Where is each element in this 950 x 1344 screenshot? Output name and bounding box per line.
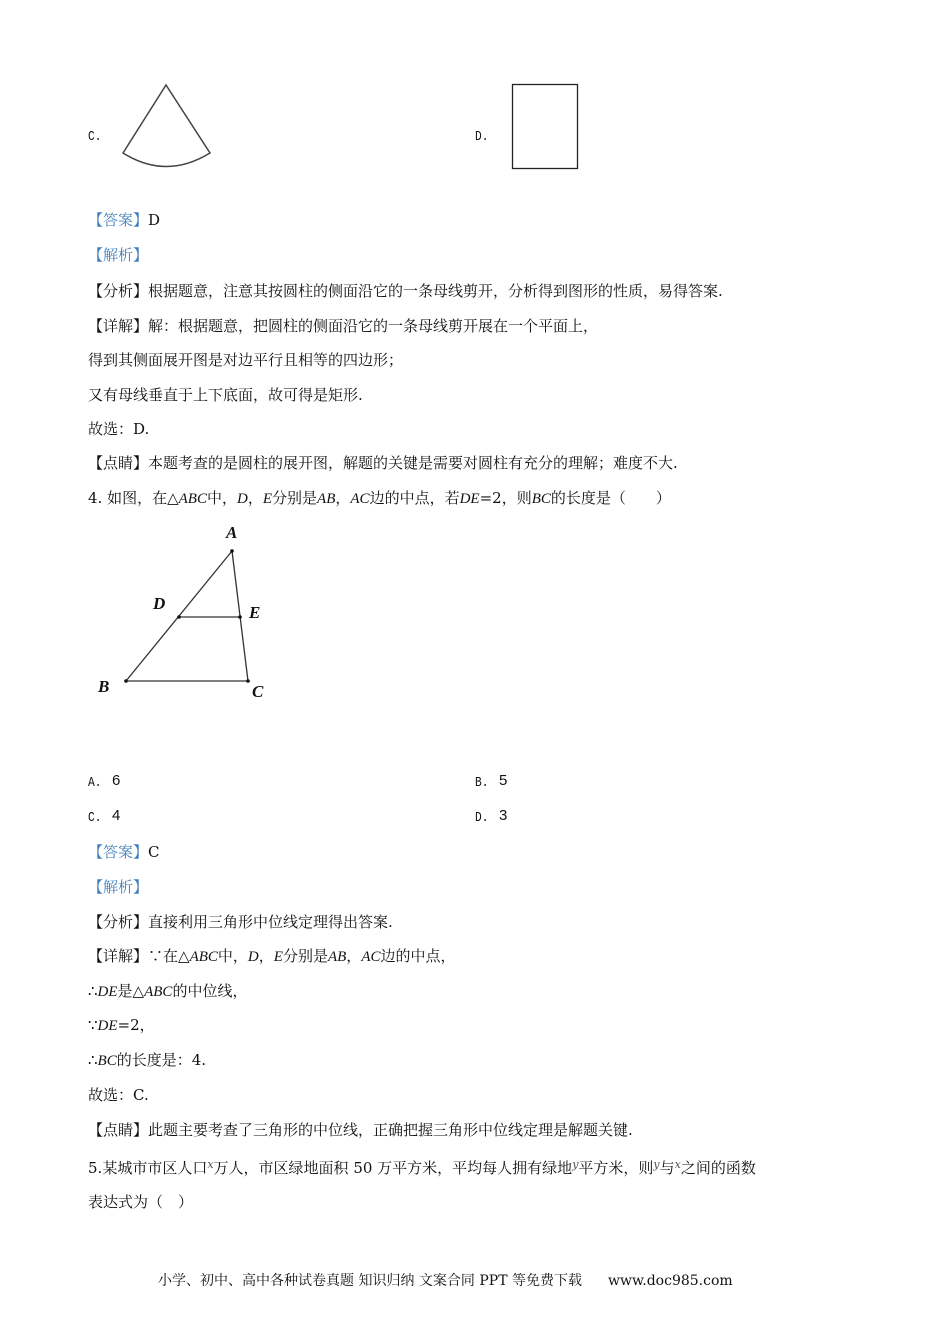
q4-option-a-label: A. (88, 775, 102, 791)
point-label-a: A (226, 523, 238, 542)
stem-text: 分别是 (272, 489, 318, 507)
text: ∵在△ (148, 947, 190, 965)
var-x: x (207, 1158, 214, 1171)
question-number: 5. (88, 1159, 103, 1177)
var: AB (327, 949, 347, 965)
xiangjie-line: 故选：D. (88, 420, 150, 438)
stem-text: 如图，在△ (107, 489, 179, 507)
stem-text: 中， (206, 489, 237, 507)
xiangjie-line: 解：根据题意，把圆柱的侧面沿它的一条母线剪开展在一个平面上， (148, 317, 599, 335)
stem-text: 边的中点，若 (369, 489, 460, 507)
dianjing-tag: 【点睛】 (88, 454, 149, 472)
var: D (247, 949, 259, 965)
dianjing-text: 本题考查的是圆柱的展开图，解题的关键是需要对圆柱有充分的理解；难度不大. (148, 454, 678, 472)
text: =2， (117, 1016, 155, 1034)
stem-var: DE (459, 491, 480, 507)
text: ， (258, 947, 274, 965)
answer-value: D (148, 211, 161, 229)
var: BC (97, 1053, 117, 1069)
q4-option-a-value: 6 (112, 772, 121, 789)
text: 分别是 (282, 947, 328, 965)
text: 的中位线， (172, 982, 248, 1000)
text: 平方米，则 (578, 1159, 654, 1177)
text: ∴ (88, 982, 98, 1000)
q4-answer (88, 842, 160, 862)
var: E (273, 949, 283, 965)
point-label-b: B (98, 677, 110, 696)
question-number: 4. (88, 489, 103, 507)
q4-xiangjie-line4 (88, 1050, 206, 1071)
q4-xiangjie-line5: 故选：C. (88, 1086, 149, 1104)
fenxi-tag: 【分析】 (88, 913, 149, 931)
stem-var: AB (317, 491, 336, 507)
q3-option-c-label: C. (88, 129, 102, 145)
text: 与 (659, 1159, 675, 1177)
stem-var: BC (531, 491, 551, 507)
text: 的长度是：4. (116, 1051, 207, 1069)
stem-var: E (262, 491, 273, 507)
answer-tag: 【答案】 (88, 211, 149, 229)
text: ∵ (88, 1016, 98, 1034)
stem-text: ， (335, 489, 351, 507)
point-label-d: D (153, 594, 166, 613)
q4-fenxi (88, 912, 393, 932)
var: DE (97, 1018, 118, 1034)
q4-option-b-value: 5 (499, 772, 508, 789)
text: 万人，市区绿地面积 50 万平方米，平均每人拥有绿地 (213, 1159, 573, 1177)
text: ， (346, 947, 362, 965)
page-footer (158, 1270, 733, 1290)
text: ∴ (88, 1051, 98, 1069)
text: 某城市市区人口 (102, 1159, 208, 1177)
q4-xiangjie-line2 (88, 981, 247, 1002)
stem-var: D (237, 491, 248, 507)
var: AC (361, 949, 381, 965)
q4-option-b-label: B. (475, 775, 489, 791)
var: ABC (189, 949, 218, 965)
answer-value: C (148, 843, 160, 861)
dianjing-tag: 【点睛】 (88, 1121, 149, 1139)
footer-url[interactable]: www.doc985.com (607, 1273, 733, 1289)
q4-xiangjie-line1 (88, 946, 456, 967)
q4-option-d-label: D. (475, 810, 489, 826)
xiangjie-line: 得到其侧面展开图是对边平行且相等的四边形； (88, 351, 404, 369)
q4-option-c-label: C. (88, 810, 102, 826)
point-label-c: C (252, 682, 264, 701)
q4-analysis-tag: 【解析】 (88, 878, 149, 896)
q3-analysis-tag: 【解析】 (88, 246, 149, 264)
q4-option-c-value: 4 (112, 807, 121, 824)
dianjing-text: 此题主要考查了三角形的中位线，正确把握三角形中位线定理是解题关键. (148, 1121, 633, 1139)
var-y: y (572, 1158, 579, 1171)
text: 中， (217, 947, 248, 965)
text: 是△ (117, 982, 145, 1000)
var: ABC (144, 984, 173, 1000)
q4-dianjing (88, 1120, 633, 1140)
q4-option-d-value: 3 (499, 807, 508, 824)
stem-text: ， (247, 489, 263, 507)
stem-var: ABC (178, 491, 207, 507)
stem-text: =2，则 (479, 489, 532, 507)
fenxi-text: 根据题意，注意其按圆柱的侧面沿它的一条母线剪开，分析得到图形的性质，易得答案. (148, 282, 723, 300)
footer-text: 小学、初中、高中各种试卷真题 知识归纳 文案合同 PPT 等免费下载 (158, 1273, 582, 1289)
xiangjie-tag: 【详解】 (88, 947, 149, 965)
text: 之间的函数 (680, 1159, 756, 1177)
q5-stem-line1 (88, 1155, 756, 1178)
xiangjie-tag: 【详解】 (88, 317, 149, 335)
answer-tag: 【答案】 (88, 843, 149, 861)
q5-stem-line2: 表达式为（ ） (88, 1193, 194, 1211)
stem-text: 的长度是（ ） (550, 489, 671, 507)
text: 边的中点， (380, 947, 456, 965)
q4-xiangjie-line3 (88, 1015, 155, 1036)
q3-option-d-label: D. (475, 129, 489, 145)
fenxi-text: 直接利用三角形中位线定理得出答案. (148, 913, 393, 931)
point-label-e: E (249, 603, 261, 622)
var-y: y (653, 1158, 660, 1171)
fenxi-tag: 【分析】 (88, 282, 149, 300)
stem-var: AC (350, 491, 370, 507)
xiangjie-line: 又有母线垂直于上下底面，故可得是矩形. (88, 386, 363, 404)
var-x: x (674, 1158, 681, 1171)
var: DE (97, 984, 118, 1000)
